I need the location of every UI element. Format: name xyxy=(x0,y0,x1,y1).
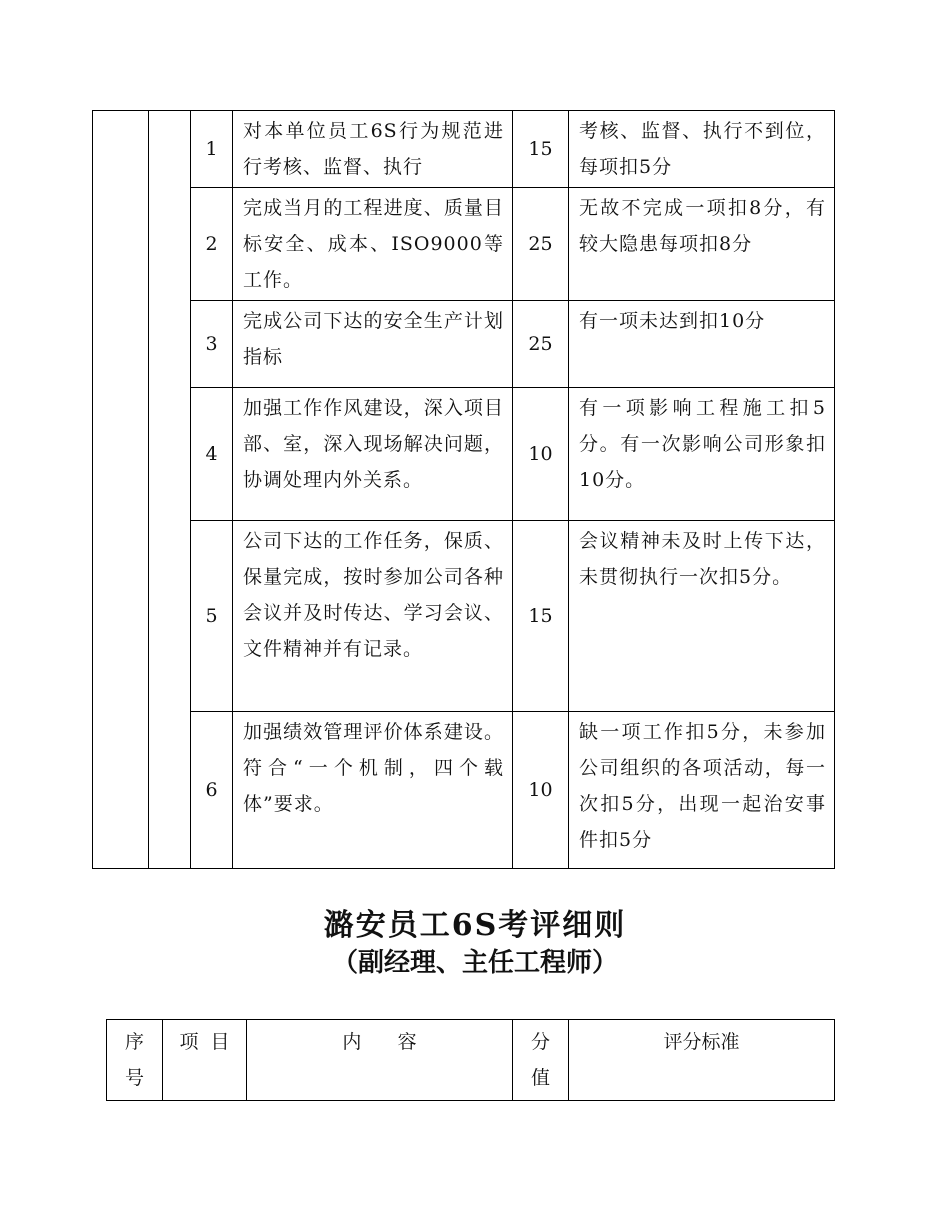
header-row xyxy=(107,1020,835,1101)
row-number: 4 xyxy=(191,388,233,521)
row-standard: 缺一项工作扣5分，未参加公司组织的各项活动，每一次扣5分，出现一起治安事件扣5分 xyxy=(569,712,835,869)
row-standard: 会议精神未及时上传下达，未贯彻执行一次扣5分。 xyxy=(569,521,835,712)
row-standard: 无故不完成一项扣8分，有较大隐患每项扣8分 xyxy=(569,188,835,301)
row-number: 1 xyxy=(191,111,233,188)
page-subtitle: （副经理、主任工程师） xyxy=(331,948,618,978)
empty-cell xyxy=(149,111,191,869)
table-row xyxy=(93,301,835,388)
table-row xyxy=(93,111,835,188)
table-row xyxy=(93,388,835,521)
header-score: 分值 xyxy=(513,1020,569,1101)
row-content: 对本单位员工6S行为规范进行考核、监督、执行 xyxy=(233,111,513,188)
row-number: 6 xyxy=(191,712,233,869)
row-content: 加强绩效管理评价体系建设。符合“一个机制，四个载体”要求。 xyxy=(233,712,513,869)
row-standard: 有一项影响工程施工扣5分。有一次影响公司形象扣10分。 xyxy=(569,388,835,521)
table-row xyxy=(93,521,835,712)
row-number: 3 xyxy=(191,301,233,388)
empty-cell xyxy=(93,111,149,869)
table-row xyxy=(93,712,835,869)
row-content: 完成当月的工程进度、质量目标安全、成本、ISO9000等工作。 xyxy=(233,188,513,301)
row-content: 公司下达的工作任务，保质、保量完成，按时参加公司各种会议并及时传达、学习会议、文件精神并有记录。 xyxy=(233,521,513,712)
row-number: 5 xyxy=(191,521,233,712)
row-number: 2 xyxy=(191,188,233,301)
row-score: 25 xyxy=(513,188,569,301)
header-standard: 评分标准 xyxy=(569,1020,835,1101)
row-score: 10 xyxy=(513,712,569,869)
row-standard: 考核、监督、执行不到位，每项扣5分 xyxy=(569,111,835,188)
row-score: 25 xyxy=(513,301,569,388)
row-content: 完成公司下达的安全生产计划指标 xyxy=(233,301,513,388)
page-title: 潞安员工6S考评细则 xyxy=(323,908,627,943)
assessment-table-continued xyxy=(92,110,835,869)
row-score: 15 xyxy=(513,111,569,188)
header-content: 内 容 xyxy=(247,1020,513,1101)
table-row xyxy=(93,188,835,301)
row-score: 15 xyxy=(513,521,569,712)
header-item: 项 目 xyxy=(163,1020,247,1101)
row-score: 10 xyxy=(513,388,569,521)
header-seq: 序号 xyxy=(107,1020,163,1101)
assessment-table-header xyxy=(106,1019,835,1101)
row-content: 加强工作作风建设，深入项目部、室，深入现场解决问题，协调处理内外关系。 xyxy=(233,388,513,521)
row-standard: 有一项未达到扣10分 xyxy=(569,301,835,388)
